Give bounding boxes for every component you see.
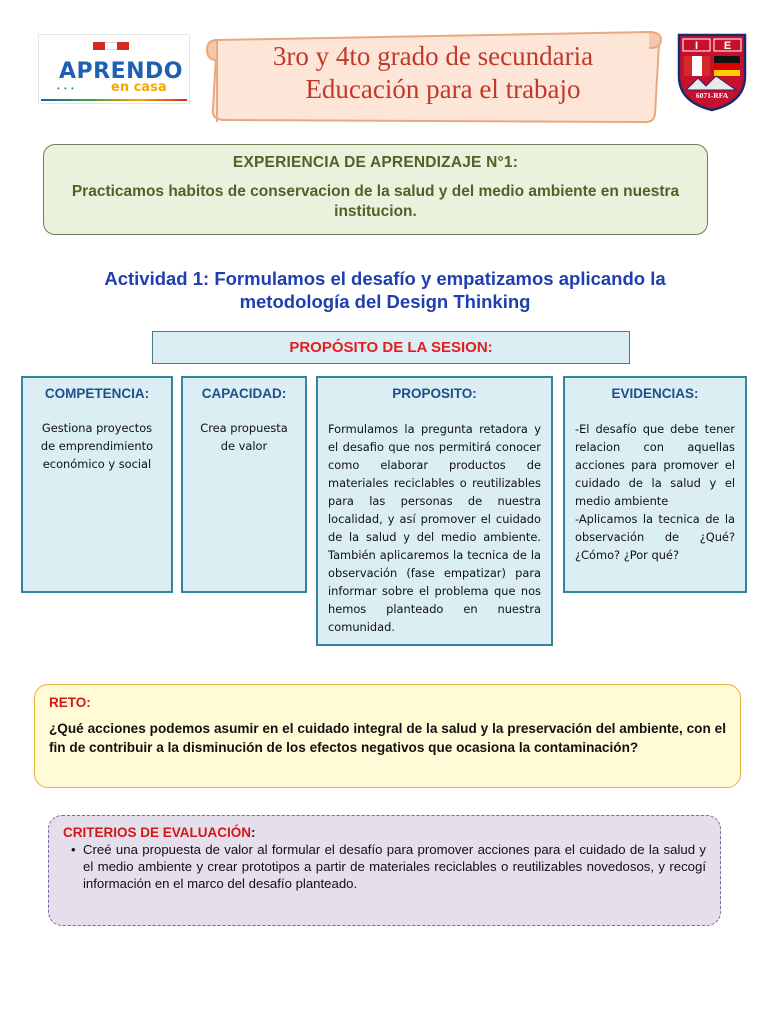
competencia-body: Gestiona proyectos de emprendimiento económico y social (40, 421, 154, 471)
reto-box (34, 684, 741, 788)
competencia-title: COMPETENCIA: (44, 386, 150, 401)
banner-title-line2: Educación para el trabajo (305, 74, 581, 104)
competencia-card (21, 376, 173, 593)
experiencia-heading: EXPERIENCIA DE APRENDIZAJE N°1: (232, 154, 519, 171)
logo-color-bar (41, 99, 187, 101)
shield-letter-e: E (723, 40, 732, 52)
capacidad-card (181, 376, 307, 593)
logo-dots: • • • (57, 84, 75, 93)
peru-flag-icon (93, 42, 129, 50)
criterios-item (73, 841, 706, 892)
criterios-list (63, 841, 706, 892)
evidencias-card (563, 376, 747, 593)
criterios-box (48, 815, 721, 926)
aprendo-en-casa-logo (38, 34, 190, 104)
bullet-icon: • (71, 842, 76, 857)
shield-school-code: 6071-RFA (695, 91, 729, 100)
criterios-title-text: CRITERIOS DE EVALUACIÓN (63, 825, 252, 840)
proposito-card (316, 376, 553, 646)
experiencia-text: Practicamos habitos de conservacion de la salud y del medio ambiente en nuestra institucion. (71, 183, 680, 220)
reto-title: RETO: (49, 695, 91, 710)
logo-word-en-casa: en casa (111, 80, 167, 95)
actividad-line1: Actividad 1: Formulamos el desafío y empatizamos aplicando la (104, 268, 666, 289)
proposito-title: PROPOSITO: (392, 386, 477, 401)
school-shield-icon (676, 32, 748, 112)
criterios-item-text: Creé una propuesta de valor al formular el desafío para promover acciones para el cuidado de la salud y el medio ambiente y crear prototipos a partir de materiales reciclables o reutilizables novedosos, y recogí información en el marco del desafío planteado. (83, 842, 706, 891)
banner-title-line1: 3ro y 4to grado de secundaria (272, 41, 594, 71)
evidencias-body (575, 420, 735, 564)
criterios-title-colon: : (251, 825, 256, 840)
evidencias-item: -Aplicamos la tecnica de la observación de ¿Qué? ¿Cómo? ¿Por qué? (575, 512, 735, 562)
actividad-line2: metodología del Design Thinking (239, 291, 531, 312)
shield-letter-i: I (694, 40, 699, 52)
reto-question: ¿Qué acciones podemos asumir en el cuidado integral de la salud y la preservación del ambiente, con el fin de contribuir a la disminución de los efectos negativos que ocasiona la contaminación? (49, 721, 726, 755)
capacidad-title: CAPACIDAD: (201, 386, 287, 401)
logo-word-aprendo: APRENDO (59, 59, 183, 84)
capacidad-body: Crea propuesta de valor (200, 421, 288, 453)
proposito-sesion-title: PROPÓSITO DE LA SESION: (152, 331, 630, 364)
criterios-title (63, 825, 706, 840)
evidencias-item: -El desafío que debe tener relacion con aquellas acciones para promover el cuidado de la salud y el medio ambiente (575, 422, 735, 508)
actividad-title (40, 267, 730, 313)
banner-title (218, 40, 648, 106)
evidencias-title: EVIDENCIAS: (611, 386, 699, 401)
experiencia-box (43, 144, 708, 235)
proposito-body: Formulamos la pregunta retadora y el desafio que nos permitirá conocer como elaborar productos de materiales reciclables o reutilizables para las personas de nuestra localidad, y así promover el cuidado de la salud y del medio ambiente. También aplicaremos la tecnica de la observación (fase empatizar) para informar sobre el problema que nos hemos planteado en nuestra comunidad. (328, 422, 541, 634)
